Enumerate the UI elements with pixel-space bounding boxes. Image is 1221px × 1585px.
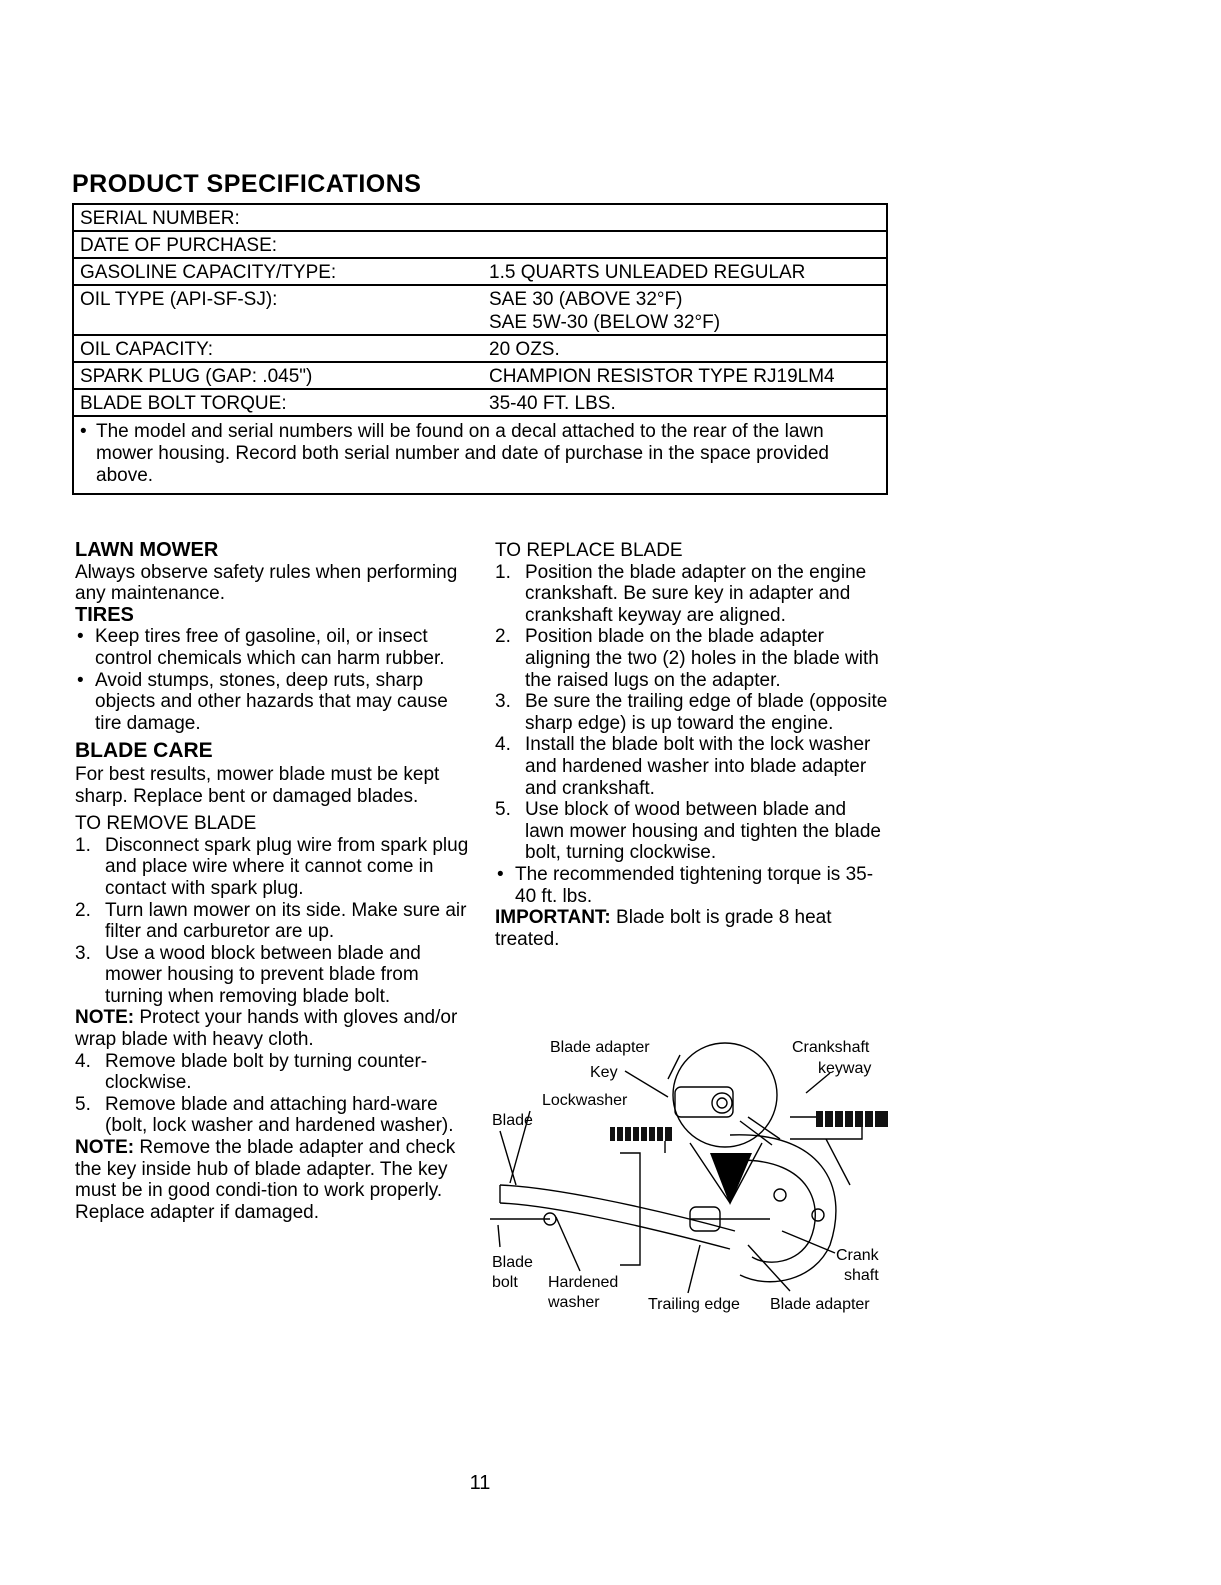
- remove-blade-heading: TO REMOVE BLADE: [75, 813, 257, 835]
- spec-note: • The model and serial numbers will be found on a decal attached to the rear of the lawn mower housing. Record both serial number and date of purchase in the space provided above.: [80, 421, 829, 486]
- label-hardened-washer: Hardened: [548, 1274, 619, 1291]
- tires-heading: TIRES: [75, 603, 134, 626]
- spec-value: [489, 232, 886, 257]
- label-blade-adapter-top: Blade adapter: [550, 1039, 650, 1056]
- list-item: 3. Use a wood block between blade and mower housing to prevent blade from turning when removing blade bolt.: [75, 942, 421, 1007]
- left-column: [75, 540, 475, 1223]
- spec-row-gasoline: [74, 259, 886, 286]
- spec-row-blade-torque: [74, 390, 886, 417]
- spec-value: CHAMPION RESISTOR TYPE RJ19LM4: [489, 366, 835, 387]
- important-note: IMPORTANT: Blade bolt is grade 8 heat treated.: [495, 907, 832, 950]
- list-item: 4. Install the blade bolt with the lock washer and hardened washer into blade adapter and crankshaft.: [495, 734, 871, 799]
- blade-care-heading: BLADE CARE: [75, 739, 213, 763]
- spec-value: 20 OZS.: [489, 339, 560, 360]
- spec-table: [72, 203, 888, 495]
- list-item: • The recommended tightening torque is 35-40 ft. lbs.: [497, 863, 874, 907]
- heat-fins-right: [816, 1111, 888, 1127]
- label-crank-shaft: shaft: [844, 1267, 879, 1284]
- label-crankshaft-keyway: Crankshaft: [792, 1039, 870, 1056]
- list-item: 1. Disconnect spark plug wire from spark plug and place wire where it cannot come in contact with spark plug.: [75, 834, 469, 899]
- label-key: Key: [590, 1064, 618, 1081]
- list-item: 5. Use block of wood between blade and lawn mower housing and tighten the blade bolt, turning clockwise.: [495, 799, 881, 864]
- list-item: 4. Remove blade bolt by turning counter-clockwise.: [75, 1050, 428, 1094]
- spec-row-date: [74, 232, 886, 259]
- blade-assembly-diagram: [490, 1035, 890, 1320]
- list-item: 5. Remove blade and attaching hard-ware (bolt, lock washer and hardened washer).: [75, 1093, 454, 1137]
- lawn-mower-text: Always observe safety rules when performing any maintenance.: [75, 561, 458, 605]
- spec-label: GASOLINE CAPACITY/TYPE:: [80, 262, 337, 283]
- label-crankshaft-keyway: keyway: [818, 1060, 872, 1077]
- spec-row-spark-plug: [74, 363, 886, 390]
- spec-row-oil-type: [74, 286, 886, 336]
- spec-label: BLADE BOLT TORQUE:: [80, 393, 287, 414]
- spec-label: SPARK PLUG (GAP: .045"): [80, 366, 313, 387]
- list-item: • Keep tires free of gasoline, oil, or insect control chemicals which can harm rubber.: [77, 626, 445, 669]
- label-crank-shaft: Crank: [836, 1247, 879, 1264]
- spec-label: SERIAL NUMBER:: [80, 208, 240, 229]
- right-column: [495, 540, 890, 950]
- list-item: 1. Position the blade adapter on the engine crankshaft. Be sure key in adapter and crankshaft keyway are aligned.: [495, 561, 867, 626]
- cone-accent: [710, 1153, 752, 1205]
- label-trailing-edge: Trailing edge: [648, 1296, 740, 1313]
- replace-blade-heading: TO REPLACE BLADE: [495, 540, 683, 561]
- label-blade-bolt: Blade: [492, 1254, 533, 1271]
- spec-label: OIL CAPACITY:: [80, 339, 214, 360]
- spec-row-oil-capacity: [74, 336, 886, 363]
- spec-value: [489, 205, 886, 230]
- note-adapter: NOTE: Remove the blade adapter and check the key inside hub of blade adapter. The key must be in good condi-tion to work properly. Replace adapter if damaged.: [75, 1137, 456, 1223]
- blade-care-text: For best results, mower blade must be kept sharp. Replace bent or damaged blades.: [75, 763, 440, 807]
- list-item: • Avoid stumps, stones, deep ruts, sharp objects and other hazards that may cause tire damage.: [77, 669, 448, 734]
- lawn-mower-heading: LAWN MOWER: [75, 539, 219, 561]
- page-number: 11: [469, 1472, 491, 1494]
- spec-value: SAE 30 (ABOVE 32°F) SAE 5W-30 (BELOW 32°F): [489, 289, 721, 333]
- spec-label: OIL TYPE (API-SF-SJ):: [80, 289, 278, 310]
- spec-row-serial: [74, 205, 886, 232]
- label-lockwasher: Lockwasher: [542, 1092, 628, 1109]
- spec-label: DATE OF PURCHASE:: [80, 235, 278, 256]
- list-item: 2. Turn lawn mower on its side. Make sure air filter and carburetor are up.: [75, 899, 467, 943]
- label-blade-bolt: bolt: [492, 1274, 518, 1291]
- spec-value: 35-40 FT. LBS.: [489, 393, 616, 414]
- label-blade: Blade: [492, 1112, 533, 1129]
- label-blade-adapter-bottom: Blade adapter: [770, 1296, 870, 1313]
- list-item: 3. Be sure the trailing edge of blade (opposite sharp edge) is up toward the engine.: [495, 691, 888, 734]
- spec-value: 1.5 QUARTS UNLEADED REGULAR: [489, 262, 806, 283]
- page-title: PRODUCT SPECIFICATIONS: [72, 170, 422, 198]
- note-gloves: NOTE: Protect your hands with gloves and/or wrap blade with heavy cloth.: [75, 1007, 458, 1051]
- list-item: 2. Position blade on the blade adapter aligning the two (2) holes in the blade with the raised lugs on the adapter.: [495, 626, 879, 691]
- label-hardened-washer: washer: [548, 1294, 600, 1311]
